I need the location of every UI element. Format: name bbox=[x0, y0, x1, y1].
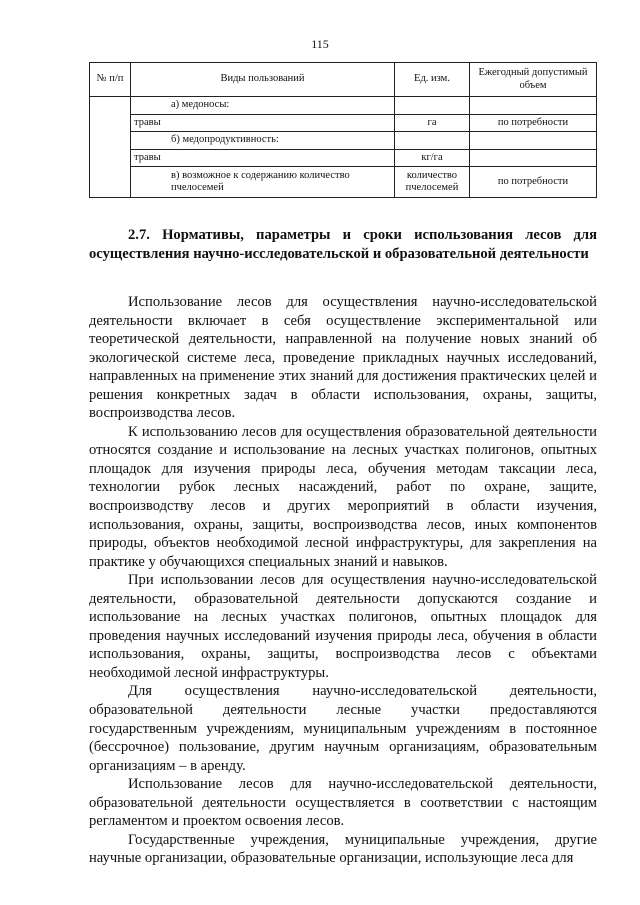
paragraph: Использование лесов для научно-исследовательской деятельности, образовательной деятельности осуществляется в соответствии с настоящим регламентом и проектом освоения лесов. bbox=[89, 776, 597, 830]
table-row bbox=[90, 114, 597, 132]
header-number: № п/п bbox=[90, 63, 131, 97]
body-text bbox=[89, 293, 597, 868]
volume-cell bbox=[470, 132, 597, 150]
section-heading: 2.7. Нормативы, параметры и сроки использования лесов для осуществления научно-исследовательской и образовательной деятельности bbox=[89, 227, 597, 262]
unit-cell bbox=[395, 132, 470, 150]
page-number: 115 bbox=[311, 37, 329, 51]
volume-cell bbox=[470, 149, 597, 167]
use-type-cell: б) медопродуктивность: bbox=[131, 132, 395, 150]
table-row bbox=[90, 132, 597, 150]
row-number-cell bbox=[90, 97, 131, 198]
volume-cell: по потребности bbox=[470, 167, 597, 198]
header-annual-volume: Ежегодный допустимый объем bbox=[470, 63, 597, 97]
table-row bbox=[90, 97, 597, 115]
use-type-cell: в) возможное к содержанию количество пчелосемей bbox=[131, 167, 395, 198]
use-type-cell: а) медоносы: bbox=[131, 97, 395, 115]
paragraph: При использовании лесов для осуществления научно-исследовательской деятельности, образовательной деятельности допускаются создание и использование на лесных участках полигонов, опытных площадок для проведения научных исследований изучения природы леса, обучения в области использования, охраны, защиты, воспроизводства лесов с объектами необходимой лесной инфраструктуры. bbox=[89, 572, 597, 681]
table-row bbox=[90, 149, 597, 167]
volume-cell: по потребности bbox=[470, 114, 597, 132]
unit-cell: га bbox=[395, 114, 470, 132]
header-use-type: Виды пользований bbox=[131, 63, 395, 97]
paragraph: Государственные учреждения, муниципальные учреждения, другие научные организации, образовательные организации, использующие леса для bbox=[89, 831, 597, 867]
paragraph: К использованию лесов для осуществления образовательной деятельности относятся создание и использование на лесных участках полигонов, опытных площадок для изучения природы леса, обучения методам таксации леса, технологии рубок лесных насаждений, работ по охране, защите, воспроизводству лесов и других мероприятий в области изучения, использования, охраны, защиты, воспроизводства лесов, иных компонентов природы, объектов необходимой лесной инфраструктуры, для закрепления на практике у обучающихся специальных знаний и навыков. bbox=[89, 423, 597, 570]
paragraph: Для осуществления научно-исследовательской деятельности, образовательной деятельности лесные участки предоставляются государственным учреждениям, муниципальным учреждениям в постоянное (бессрочное) пользование, другим научным организациям, образовательным организациям – в аренду. bbox=[89, 683, 597, 774]
unit-cell: количество пчелосемей bbox=[395, 167, 470, 198]
use-type-cell: травы bbox=[131, 149, 395, 167]
paragraph: Использование лесов для осуществления научно-исследовательской деятельности включает в себя осуществление экспериментальной или теоретической деятельности, направленной на получение новых знаний об экологической системе леса, проведение прикладных научных исследований, направленных на применение этих знаний для достижения практических целей и решения конкретных задач в области использования, охраны, защиты, воспроизводства лесов. bbox=[89, 294, 597, 422]
table-header-row bbox=[90, 63, 597, 97]
volume-cell bbox=[470, 97, 597, 115]
use-type-cell: травы bbox=[131, 114, 395, 132]
forest-uses-table bbox=[89, 62, 597, 198]
unit-cell bbox=[395, 97, 470, 115]
unit-cell: кг/га bbox=[395, 149, 470, 167]
table-row bbox=[90, 167, 597, 198]
header-unit: Ед. изм. bbox=[395, 63, 470, 97]
